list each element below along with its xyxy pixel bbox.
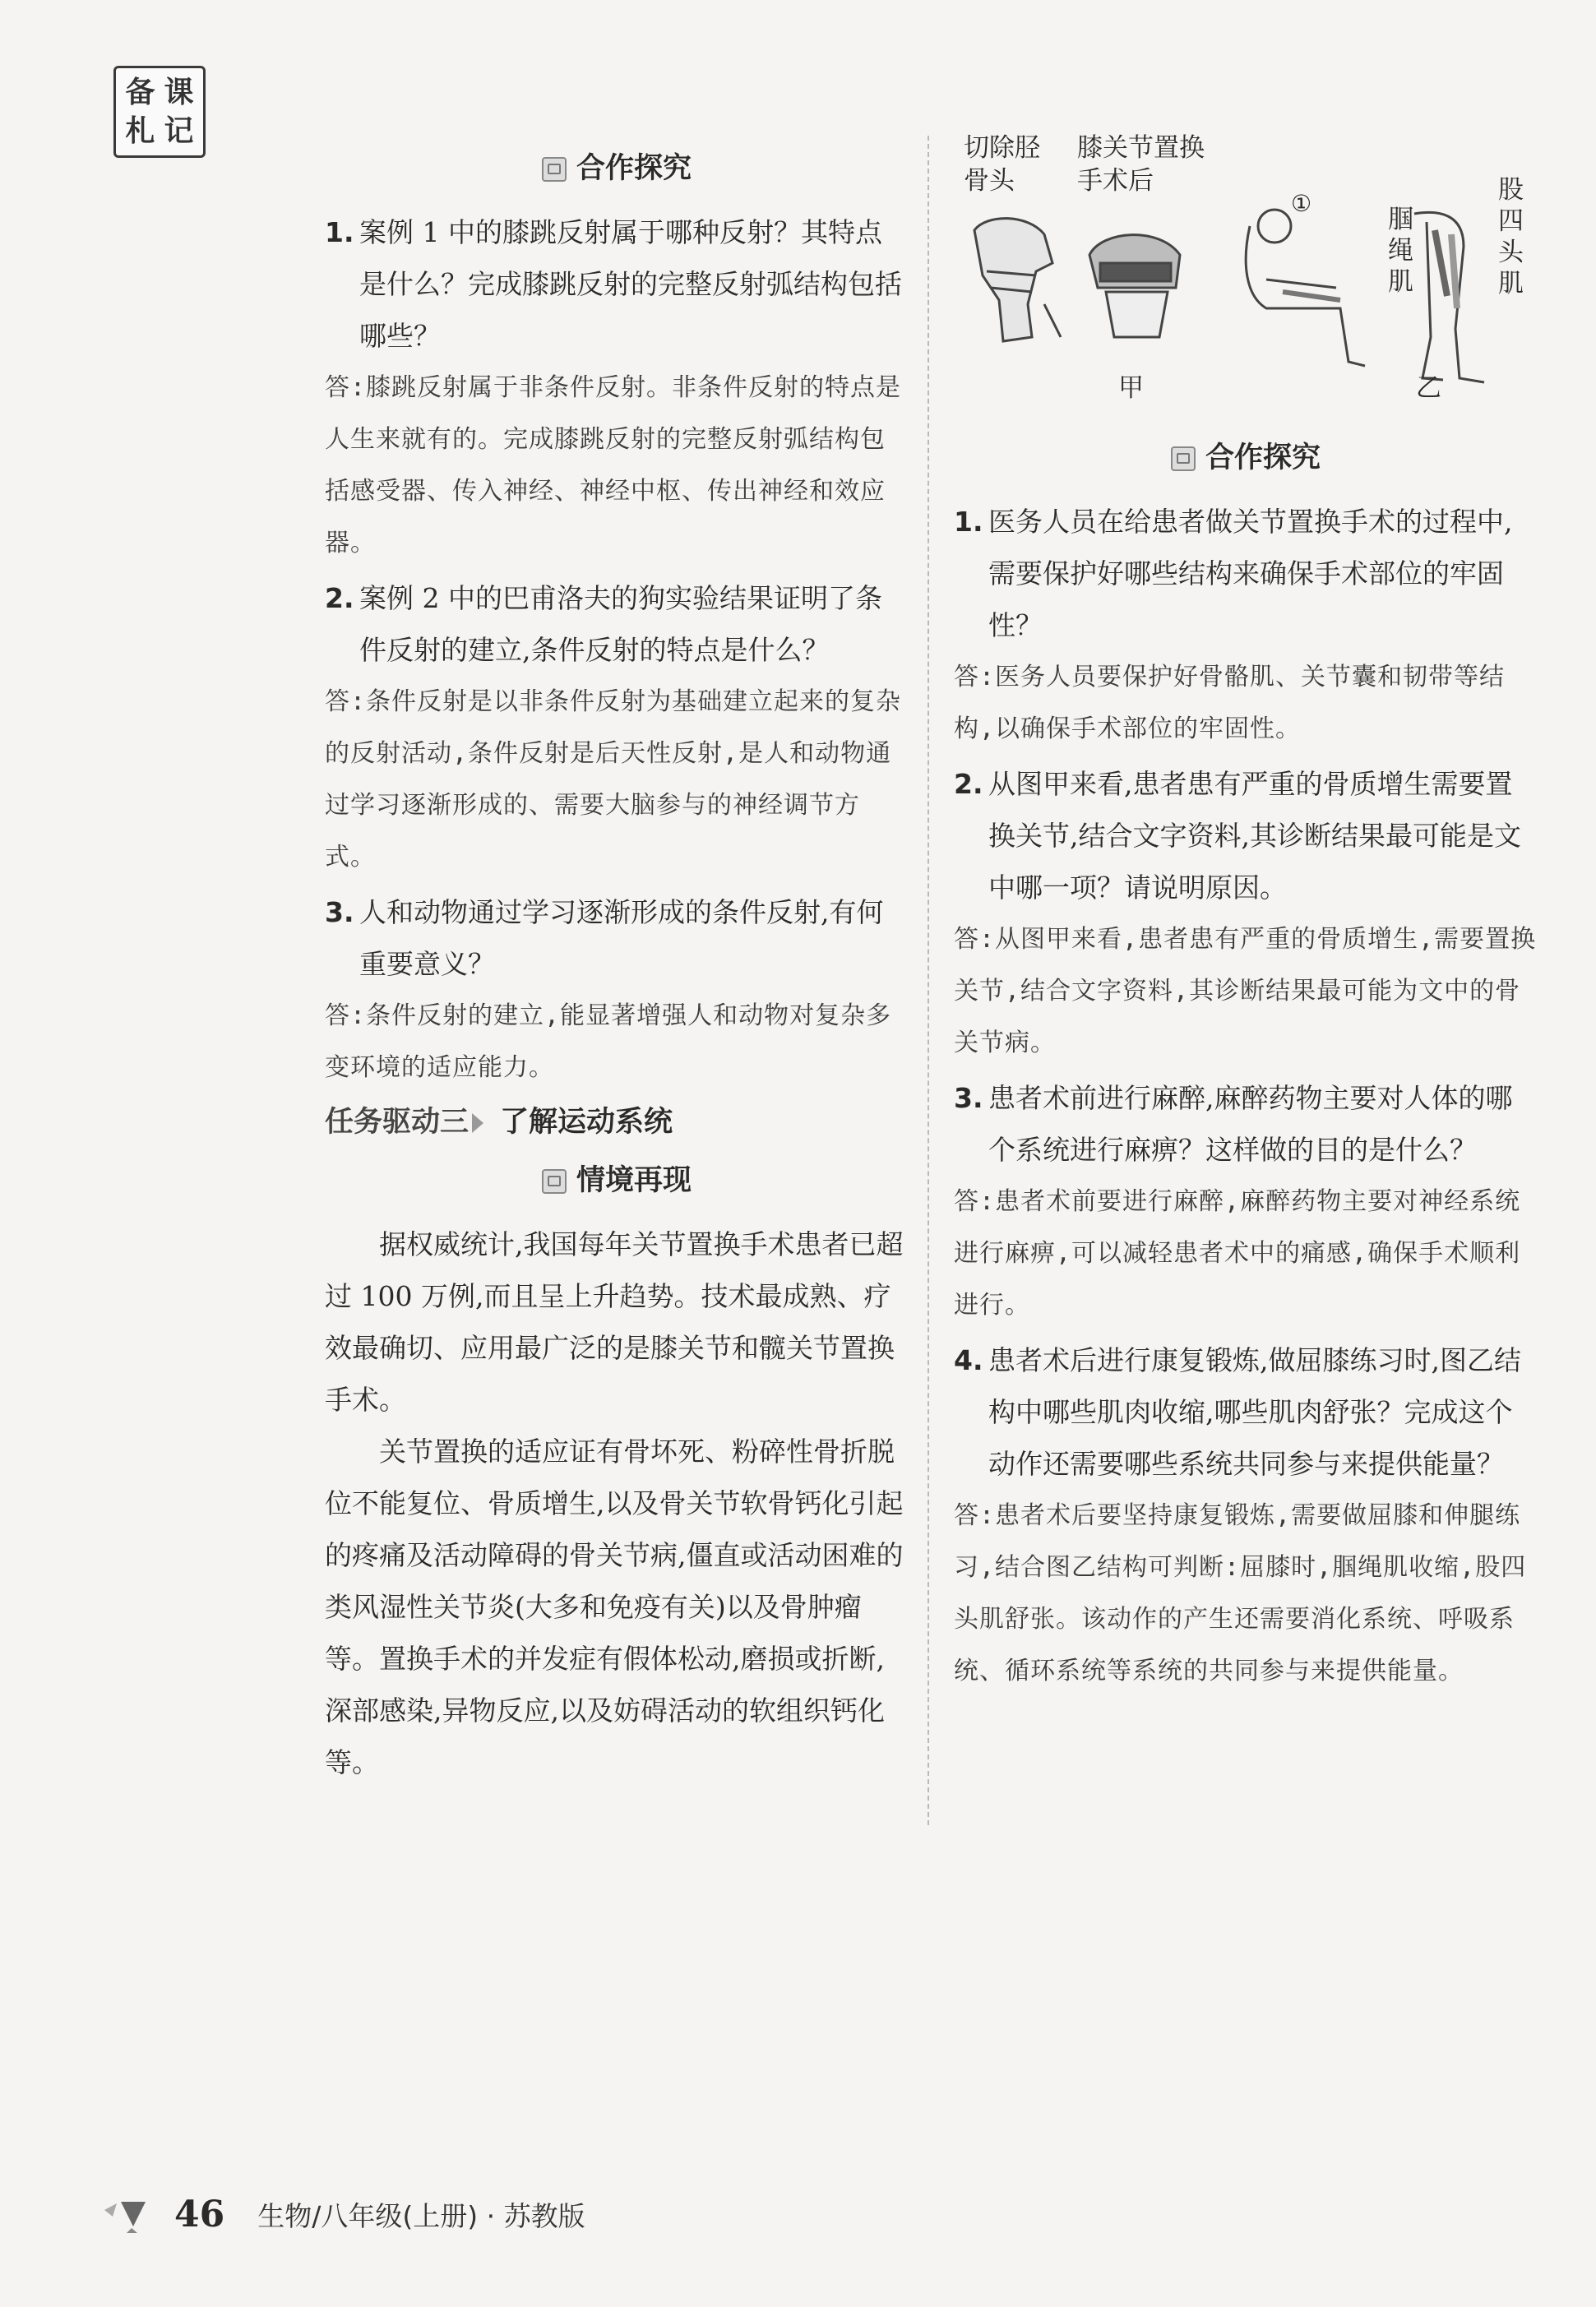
question-text: 案例 1 中的膝跳反射属于哪种反射？其特点是什么？完成膝跳反射的完整反射弧结构包括哪些？ <box>359 216 902 352</box>
question-block <box>954 758 1538 1069</box>
section-title: 合作探究 <box>1205 442 1321 474</box>
muscle-label-popliteal: 腘 绳 肌 <box>1388 205 1413 297</box>
right-column <box>954 428 1538 1700</box>
question-number: 2. <box>325 582 354 614</box>
answer-text: 答:条件反射是以非条件反射为基础建立起来的复杂的反射活动,条件反射是后天性反射,是人和动物通过学习逐渐形成的、需要大脑参与的神经调节方式。 <box>325 687 902 871</box>
question-number: 4. <box>954 1344 983 1376</box>
badge-char: 备 <box>125 75 155 109</box>
question-text: 从图甲来看,患者患有严重的骨质增生需要置换关节,结合文字资料,其诊断结果最可能是文中哪一项？请说明原因。 <box>988 768 1521 904</box>
page-footer <box>100 2185 585 2243</box>
section-title: 合作探究 <box>576 152 692 185</box>
task-title: 了解运动系统 <box>500 1106 673 1139</box>
left-column <box>325 138 909 1788</box>
question-number: 1. <box>954 506 983 538</box>
section-heading <box>325 143 909 195</box>
section-title: 情境再现 <box>576 1164 692 1197</box>
answer-text: 答:条件反射的建立,能显著增强人和动物对复杂多变环境的适应能力。 <box>325 1001 892 1082</box>
marker-label: ① <box>1291 190 1312 217</box>
knee-illustration <box>954 132 1546 411</box>
answer-text: 答:患者术后要坚持康复锻炼,需要做屈膝和伸腿练习,结合图乙结构可判断:屈膝时,腘绳肌收缩,股四头肌舒张。该动作的产生还需要消化系统、呼吸系统、循环系统等系统的共同参与来提供能量。 <box>954 1501 1527 1685</box>
section-heading <box>954 432 1538 484</box>
column-divider <box>928 136 929 1825</box>
question-block <box>325 206 909 569</box>
page-number: 46 <box>174 2193 225 2235</box>
question-number: 3. <box>325 896 354 928</box>
muscle-label-quadriceps: 股 四 头 肌 <box>1498 175 1524 298</box>
badge-char: 札 <box>125 113 155 148</box>
question-text: 患者术后进行康复锻炼,做屈膝练习时,图乙结构中哪些肌肉收缩,哪些肌肉舒张？完成这个动作还需要哪些系统共同参与来提供能量？ <box>988 1344 1521 1480</box>
figure-knee-muscles <box>954 132 1546 411</box>
arrow-icon <box>472 1113 483 1133</box>
badge-char: 记 <box>164 113 194 148</box>
question-text: 医务人员在给患者做关节置换手术的过程中,需要保护好哪些结构来确保手术部位的牢固性？ <box>988 506 1513 641</box>
question-block <box>325 886 909 1093</box>
question-block <box>954 1072 1538 1331</box>
question-text: 患者术前进行麻醉,麻醉药物主要对人体的哪个系统进行麻痹？这样做的目的是什么？ <box>988 1082 1513 1166</box>
question-number: 1. <box>325 216 354 248</box>
question-block <box>325 572 909 883</box>
question-text: 案例 2 中的巴甫洛夫的狗实验结果证明了条件反射的建立,条件反射的特点是什么？ <box>359 582 882 666</box>
question-text: 人和动物通过学习逐渐形成的条件反射,有何重要意义？ <box>359 896 884 980</box>
task-heading <box>325 1097 909 1149</box>
question-number: 3. <box>954 1082 983 1114</box>
figure-label: 切除胫 骨头 <box>964 133 1040 196</box>
paragraph: 关节置换的适应证有骨坏死、粉碎性骨折脱位不能复位、骨质增生,以及骨关节软骨钙化引起的疼痛及活动障碍的骨关节病,僵直或活动困难的类风湿性关节炎(大多和免疫有关)以及骨肿瘤等。置换手术的并发症有假体松动,磨损或折断,深部感染,异物反应,以及妨碍活动的软组织钙化等。 <box>325 1436 904 1778</box>
question-block <box>954 1334 1538 1697</box>
section-icon <box>1171 446 1196 471</box>
section-icon <box>542 157 567 182</box>
question-block <box>954 496 1538 755</box>
section-icon <box>542 1169 567 1194</box>
badge-char: 课 <box>164 75 194 109</box>
task-tag: 任务驱动三 <box>325 1106 470 1139</box>
answer-text: 答:患者术前要进行麻醉,麻醉药物主要对神经系统进行麻痹,可以减轻患者术中的痛感,确保手术顺利进行。 <box>954 1187 1521 1320</box>
section-heading <box>325 1155 909 1207</box>
answer-text: 答:从图甲来看,患者患有严重的骨质增生,需要置换关节,结合文字资料,其诊断结果最可能为文中的骨关节病。 <box>954 925 1537 1057</box>
footer-logo-icon <box>100 2194 158 2235</box>
answer-text: 答:膝跳反射属于非条件反射。非条件反射的特点是人生来就有的。完成膝跳反射的完整反射弧结构包括感受器、传入神经、神经中枢、传出神经和效应器。 <box>325 373 902 557</box>
paragraph: 据权威统计,我国每年关节置换手术患者已超过 100 万例,而且呈上升趋势。技术最成熟、疗效最确切、应用最广泛的是膝关节和髋关节置换手术。 <box>325 1228 904 1416</box>
caption-b: 乙 <box>1416 373 1441 403</box>
notes-badge <box>113 66 206 158</box>
book-title: 生物/八年级(上册) · 苏教版 <box>257 2199 585 2232</box>
answer-text: 答:医务人员要保护好骨骼肌、关节囊和韧带等结构,以确保手术部位的牢固性。 <box>954 663 1506 743</box>
figure-label: 膝关节置换 手术后 <box>1077 133 1205 196</box>
question-number: 2. <box>954 768 983 800</box>
caption-a: 甲 <box>1118 373 1144 403</box>
